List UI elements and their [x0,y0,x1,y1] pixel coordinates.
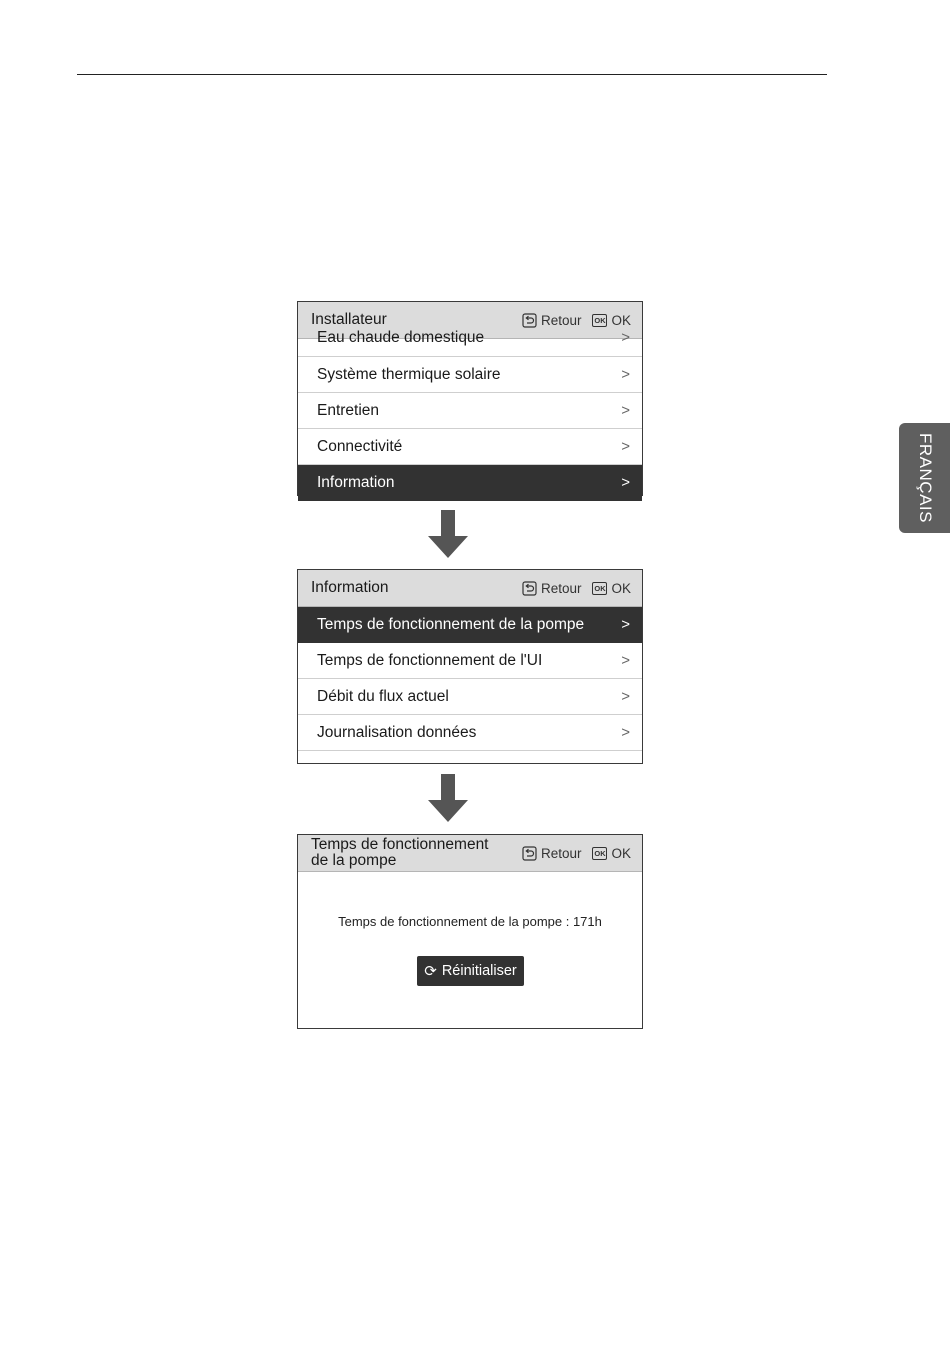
language-side-tab [899,423,950,533]
chevron-right-icon: > [621,329,630,346]
back-arrow-icon[interactable] [522,581,537,596]
ok-label[interactable]: OK [611,845,631,861]
menu-item-data-logging[interactable] [298,715,642,751]
ok-label[interactable]: OK [611,312,631,328]
back-label[interactable]: Retour [540,580,582,596]
arrow-down-icon [428,774,468,822]
menu-item-label: Système thermique solaire [317,365,501,383]
chevron-right-icon: > [621,402,630,419]
pump-runtime-value: Temps de fonctionnement de la pompe : 171h [338,914,602,929]
ok-icon[interactable]: OK [594,848,606,858]
screen-title: Installateur [311,311,387,328]
chevron-right-icon: > [621,366,630,383]
header-actions [522,302,631,338]
page-top-rule [77,74,827,75]
menu-item-pump-runtime[interactable] [298,607,642,643]
menu-item-ui-runtime[interactable] [298,643,642,679]
screen-title: Information [311,579,389,596]
menu-item-label: Connectivité [317,437,403,455]
screen-header [298,570,642,607]
back-arrow-icon[interactable] [522,846,537,861]
refresh-icon: ⟳ [424,962,437,980]
installer-menu-screen [297,301,643,496]
screen-title-line1: Temps de fonctionnement [311,836,489,853]
back-label[interactable]: Retour [540,312,582,328]
menu-item-label: Eau chaude domestique [317,329,485,346]
chevron-right-icon: > [621,616,630,633]
screen-title-line2: de la pompe [311,852,397,869]
header-actions [522,570,631,606]
information-menu-screen [297,569,643,764]
chevron-right-icon: > [621,688,630,705]
chevron-right-icon: > [621,652,630,669]
menu-item-label: Temps de fonctionnement de la pompe [317,615,585,633]
back-arrow-icon[interactable] [522,313,537,328]
arrow-down-icon [428,510,468,558]
pump-runtime-screen [297,834,643,1029]
ok-icon[interactable]: OK [594,583,606,593]
menu-item-information[interactable] [298,465,642,501]
chevron-right-icon: > [621,724,630,741]
menu-item-current-flow-rate[interactable] [298,679,642,715]
menu-item-label: Débit du flux actuel [317,687,449,705]
back-label[interactable]: Retour [540,845,582,861]
menu-item-label: Information [317,473,395,491]
screen-title [311,837,489,869]
menu-item-maintenance[interactable] [298,393,642,429]
reset-button[interactable] [417,956,524,986]
chevron-right-icon: > [621,474,630,491]
header-actions [522,835,631,871]
menu-item-label: Journalisation données [317,723,477,741]
menu-item-label: Entretien [317,401,380,419]
menu-item-solar-thermal[interactable] [298,357,642,393]
ok-label[interactable]: OK [611,580,631,596]
language-label: FRANÇAIS [915,433,935,523]
chevron-right-icon: > [621,438,630,455]
menu-item-label: Temps de fonctionnement de l'UI [317,651,543,669]
reset-button-label: Réinitialiser [441,963,517,979]
menu-item-connectivity[interactable] [298,429,642,465]
ok-icon[interactable]: OK [594,315,606,325]
menu-item-domestic-hot-water[interactable] [298,329,642,357]
screen-header [298,835,642,872]
